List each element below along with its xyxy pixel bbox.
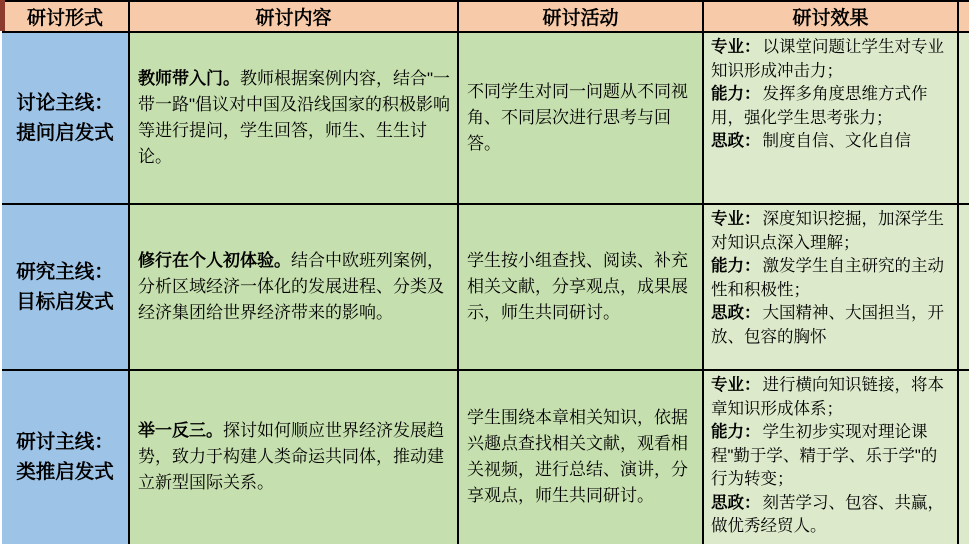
effect-line-ability xyxy=(711,83,953,130)
effect-text: 进行横向知识链接，将本章知识形成体系； xyxy=(711,376,944,418)
effect-text: 激发学生自主研究的主动性和积极性； xyxy=(711,257,944,299)
form-line: 研究主线： xyxy=(16,261,114,283)
effect-label: 思政： xyxy=(711,304,761,322)
form-line: 类推启发式 xyxy=(16,461,114,483)
form-line: 提问启发式 xyxy=(16,122,114,144)
content-body: 教师根据案例内容，结合"一带一路"倡议对中国及沿线国家的积极影响等进行提问，学生回答，师生、生生讨论。 xyxy=(138,69,451,166)
cell-activity-row2 xyxy=(459,205,704,371)
cell-form-row1 xyxy=(2,33,130,205)
left-edge-page-sliver xyxy=(0,31,2,544)
effect-text: 学生初步实现对理论课程"勤于学、精于学、乐于学"的行为转变； xyxy=(711,423,938,488)
effect-label: 能力： xyxy=(711,85,761,103)
header-label-effect: 研讨效果 xyxy=(792,8,869,29)
form-line: 目标启发式 xyxy=(16,291,114,313)
content-body: 结合中欧班列案例，分析区域经济一体化的发展进程、分类及经济集团给世界经济带来的影响。 xyxy=(138,251,444,322)
activity-text: 学生按小组查找、阅读、补充相关文献，分享观点，成果展示，师生共同研讨。 xyxy=(467,251,688,322)
cell-activity-row1 xyxy=(459,33,704,205)
left-edge-accent xyxy=(0,0,5,31)
content-lead: 举一反三。 xyxy=(138,421,223,440)
header-label-form: 研讨形式 xyxy=(26,8,103,29)
effect-text: 发挥多角度思维方式作用，强化学生思考张力； xyxy=(711,85,928,127)
header-label-content: 研讨内容 xyxy=(255,8,332,29)
effect-label: 思政： xyxy=(711,132,761,150)
header-cell-effect xyxy=(704,2,959,33)
effect-label: 专业： xyxy=(711,38,761,56)
table-cutoff-sliver xyxy=(959,371,969,543)
table-cutoff-sliver xyxy=(959,33,969,205)
table-cutoff-sliver xyxy=(959,205,969,371)
activity-text: 学生围绕本章相关知识，依据兴趣点查找相关文献，观看相关视频，进行总结、演讲，分享观点，师生共同研讨。 xyxy=(467,408,688,505)
content-lead: 教师带入门。 xyxy=(138,69,240,88)
effect-text: 大国精神、大国担当，开放、包容的胸怀 xyxy=(711,304,944,346)
effect-text: 刻苦学习、包容、共赢，做优秀经贸人。 xyxy=(711,493,944,535)
content-body: 探讨如何顺应世界经济发展趋势，致力于构建人类命运共同体，推动建立新型国际关系。 xyxy=(138,421,444,492)
effect-label: 能力： xyxy=(711,423,761,441)
effect-text: 深度知识挖掘，加深学生对知识点深入理解； xyxy=(711,210,944,252)
form-line: 研讨主线： xyxy=(16,431,114,453)
cell-content-row2 xyxy=(130,205,459,371)
effect-label: 专业： xyxy=(711,210,761,228)
effect-line-major xyxy=(711,36,953,83)
effect-line-ideology xyxy=(711,130,953,154)
cell-effect-row2 xyxy=(704,205,959,371)
header-label-activity: 研讨活动 xyxy=(542,8,619,29)
header-cell-form xyxy=(2,2,130,33)
cell-content-row3 xyxy=(130,371,459,543)
effect-line-ability xyxy=(711,421,953,492)
cell-form-row3 xyxy=(2,371,130,543)
effect-line-ideology xyxy=(711,492,953,539)
effect-line-major xyxy=(711,374,953,421)
header-cell-activity xyxy=(459,2,704,33)
cell-effect-row3 xyxy=(704,371,959,543)
form-line: 讨论主线： xyxy=(16,92,114,114)
effect-label: 思政： xyxy=(711,493,761,512)
effect-label: 专业： xyxy=(711,376,761,394)
content-lead: 修行在个人初体验。 xyxy=(138,251,291,270)
header-cell-content xyxy=(130,2,459,33)
cell-content-row1 xyxy=(130,33,459,205)
effect-line-major xyxy=(711,208,953,255)
table-cutoff-sliver xyxy=(959,2,969,33)
effect-line-ability xyxy=(711,255,953,302)
effect-label: 能力： xyxy=(711,257,761,275)
cell-activity-row3 xyxy=(459,371,704,543)
cell-effect-row1 xyxy=(704,33,959,205)
cell-form-row2 xyxy=(2,205,130,371)
effect-text: 制度自信、文化自信 xyxy=(762,132,911,150)
effect-text: 以课堂问题让学生对专业知识形成冲击力； xyxy=(711,38,944,80)
effect-line-ideology xyxy=(711,302,953,349)
activity-text: 不同学生对同一问题从不同视角、不同层次进行思考与回答。 xyxy=(467,82,688,153)
